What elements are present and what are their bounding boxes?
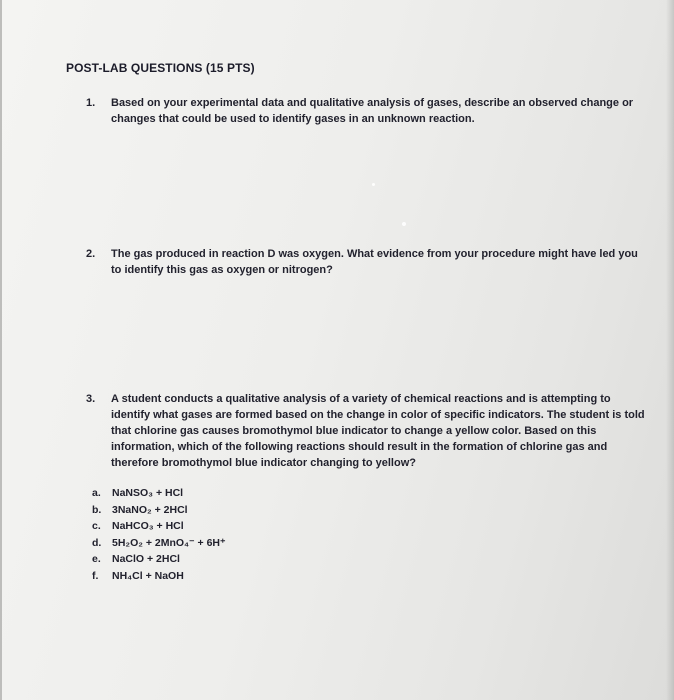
choice-formula: NaHCO₃ + HCl: [112, 520, 184, 532]
choice-formula: 3NaNO₂ + 2HCl: [112, 503, 188, 516]
question-number: 1.: [86, 97, 96, 109]
choice-letter: e.: [92, 553, 101, 565]
choice-formula: NaNSO₃ + HCl: [112, 487, 184, 499]
page-edge-shadow: [666, 0, 674, 700]
question-text: The gas produced in reaction D was oxygen. What evidence from your procedure might have led you to identify this gas as oxygen or nitrogen?: [111, 248, 638, 276]
choice-formula: NH₄Cl + NaOH: [112, 569, 184, 582]
choice-formula: 5H₂O₂ + 2MnO₄⁻ + 6H⁺: [112, 536, 226, 549]
question-text: Based on your experimental data and qualitative analysis of gases, describe an observed change or changes that could be used to identify gases in an unknown reaction.: [111, 97, 634, 125]
question-number: 3.: [86, 393, 96, 405]
light-speck: [402, 222, 406, 226]
choice-letter: c.: [92, 520, 101, 532]
choice-letter: f.: [92, 569, 99, 582]
question-number: 2.: [86, 248, 96, 260]
light-speck: [372, 183, 375, 186]
page-heading: POST-LAB QUESTIONS (15 PTS): [66, 61, 255, 75]
question-text: A student conducts a qualitative analysis of a variety of chemical reactions and is attempting to identify what gases are formed based on the change in color of specific indicators. The student is told that chlorine gas causes bromothymol blue indicator to change a yellow color. Based on this information, which of the following reactions should result in the formation of chlorine gas and therefore bromothymol blue indicator changing to yellow?: [111, 393, 645, 469]
choice-letter: d.: [92, 536, 102, 549]
choice-letter: a.: [92, 487, 101, 499]
choice-letter: b.: [92, 503, 102, 516]
choice-formula: NaClO + 2HCl: [112, 553, 180, 565]
